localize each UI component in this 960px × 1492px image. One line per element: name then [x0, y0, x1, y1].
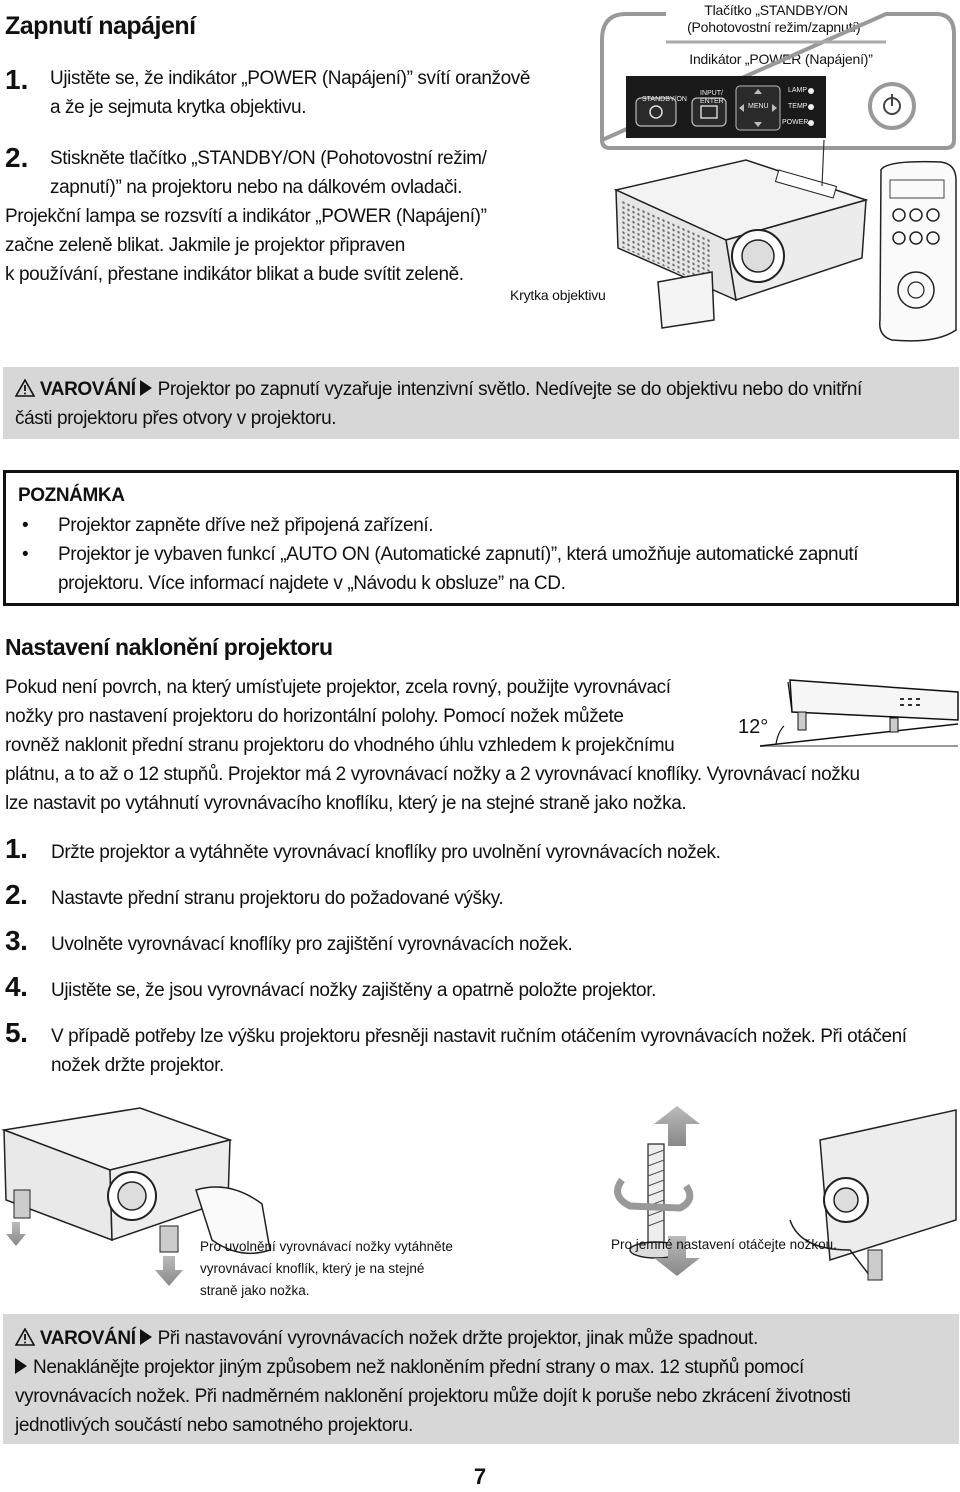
text-line: začne zeleně blikat. Jakmile je projektor připraven: [5, 235, 405, 256]
text-line: zapnutí)” na projektoru nebo na dálkovém ovladači.: [50, 177, 462, 198]
text-line: nožek držte projektor.: [51, 1055, 224, 1076]
step-item: [5, 926, 955, 972]
text-line: nožky pro nastavení projektoru do horizontální polohy. Pomocí nožek můžete: [5, 706, 624, 727]
step-text: Uvolněte vyrovnávací knoflíky pro zajištění vyrovnávacích nožek.: [51, 934, 573, 955]
tilt-steps: [5, 834, 955, 1080]
text-line: (Pohotovostní režim/zapnutí)”: [687, 19, 865, 35]
tilted-projector-illustration: [700, 672, 960, 752]
warning-line: Nenaklánějte projektor jiným způsobem než nakloněním přední strany o max. 12 stupňů pomocí: [33, 1357, 804, 1378]
panel-label-standby: STANDBY/ON: [642, 96, 687, 103]
arrow-right-icon: [140, 1329, 152, 1345]
section-title-tilt: Nastavení naklonění projektoru: [5, 634, 333, 660]
text-line: [15, 375, 945, 404]
step-item: [5, 880, 955, 926]
text-line: vyrovnávací knoflík, který je na stejné: [200, 1261, 425, 1276]
label-lens-cap: Krytka objektivu: [510, 287, 606, 303]
angle-label: 12°: [738, 716, 769, 738]
text-line: projektoru. Více informací najdete v „Návodu k obsluze” na CD.: [58, 573, 566, 594]
text-line: Tlačítko „STANDBY/ON: [704, 2, 848, 18]
warning-label: VAROVÁNÍ: [39, 1328, 136, 1349]
warning-icon: [15, 1328, 35, 1346]
projector-illustration: [596, 0, 960, 345]
caption-right: Pro jemné nastavení otáčejte nožkou.: [611, 1237, 837, 1252]
warning-box: [3, 367, 959, 439]
text-line: rovněž naklonit přední stranu projektoru do vhodného úhlu vzhledem k projekčnímu: [5, 735, 675, 756]
step-item: [5, 834, 955, 880]
text-line: lze nastavit po vytáhnutí vyrovnávacího knoflíku, který je na stejné straně jako nožka.: [5, 793, 687, 814]
panel-label-menu: MENU: [748, 103, 769, 110]
panel-label-power: POWER: [782, 119, 809, 126]
text-line: části projektoru přes otvory v projektoru.: [15, 408, 337, 429]
list-item: [14, 511, 944, 540]
text-line: k používání, přestane indikátor blikat a bude svítit zeleně.: [5, 264, 464, 285]
panel-label-lamp: LAMP: [788, 87, 808, 94]
text-line: a že je sejmuta krytka objektivu.: [50, 97, 307, 118]
panel-label-temp: TEMP: [788, 103, 808, 110]
text-line: Stiskněte tlačítko „STANDBY/ON (Pohotovostní režim/: [50, 148, 487, 169]
step-text: [51, 1018, 907, 1080]
step-number: 5.: [5, 1017, 28, 1048]
warning-text: [15, 1324, 945, 1440]
step-text: [50, 64, 570, 122]
warning-line: Projektor po zapnutí vyzařuje intenzivní světlo. Nedívejte se do objektivu nebo do vnitřní: [157, 379, 862, 400]
tilt-figure: [700, 672, 960, 752]
text-line: V případě potřeby lze výšku projektoru přesněji nastavit ručním otáčením vyrovnávacích nožek. Při otáčení: [51, 1026, 907, 1047]
warning-text: [15, 375, 945, 433]
warning-label: VAROVÁNÍ: [39, 379, 136, 400]
note-title: POZNÁMKA: [18, 485, 125, 506]
arrow-right-icon: [15, 1358, 27, 1374]
text-line: [15, 1324, 945, 1353]
step-text: [50, 144, 570, 202]
step-text: Nastavte přední stranu projektoru do požadované výšky.: [51, 888, 504, 909]
step-item: [5, 972, 955, 1018]
step-number: 1.: [5, 833, 28, 864]
text-line: Pro uvolnění vyrovnávací nožky vytáhněte: [200, 1239, 453, 1254]
warning-icon: [15, 379, 35, 397]
step-text: Ujistěte se, že jsou vyrovnávací nožky zajištěny a opatrně položte projektor.: [51, 980, 656, 1001]
panel-label-input: [700, 90, 724, 106]
arrow-right-icon: [140, 380, 152, 396]
text-line: Pokud není povrch, na který umísťujete projektor, zcela rovný, použijte vyrovnávací: [5, 677, 671, 698]
list-item: [14, 540, 944, 598]
text-line: • Projektor je vybaven funkcí „AUTO ON (Automatické zapnutí)”, která umožňuje automatické zapnutí: [58, 544, 859, 565]
step-number: 3.: [5, 925, 28, 956]
paragraph: [5, 202, 565, 289]
text-line: INPUT/: [700, 90, 723, 97]
text-line: ENTER: [700, 98, 724, 105]
note-box: [3, 470, 959, 606]
step-number: 2.: [5, 142, 29, 173]
warning-line: Při nastavování vyrovnávacích nožek držte projektor, jinak může spadnout.: [157, 1328, 758, 1349]
step-number: 4.: [5, 971, 28, 1002]
caption-left: [200, 1236, 500, 1302]
text-line: • Projektor zapněte dříve než připojená zařízení.: [58, 515, 434, 536]
section-title-power: Zapnutí napájení: [5, 12, 196, 40]
text-line: straně jako nožka.: [200, 1283, 310, 1298]
text-line: plátnu, a to až o 12 stupňů. Projektor má 2 vyrovnávací nožky a 2 vyrovnávací knoflíky. Vyrovnávací nožku: [5, 764, 860, 785]
page-number: 7: [473, 1464, 487, 1489]
note-list: [14, 511, 944, 598]
projector-figure: [596, 0, 960, 345]
warning-box: [3, 1314, 959, 1444]
text-line: Projekční lampa se rozsvítí a indikátor „POWER (Napájení)”: [5, 206, 487, 227]
step-number: 1.: [5, 64, 29, 95]
step-number: 2.: [5, 879, 28, 910]
step-text: Držte projektor a vytáhněte vyrovnávací knoflíky pro uvolnění vyrovnávacích nožek.: [51, 842, 721, 863]
step-item: [5, 1018, 955, 1080]
text-line: jednotlivých součástí nebo samotného projektoru.: [15, 1415, 413, 1436]
text-line: vyrovnávacích nožek. Při nadměrném naklonění projektoru může dojít k poruše nebo zkrácení životnosti: [15, 1386, 851, 1407]
label-power-indicator: Indikátor „POWER (Napájení)”: [689, 51, 873, 67]
text-line: [15, 1353, 945, 1382]
text-line: Ujistěte se, že indikátor „POWER (Napájení)” svítí oranžově: [50, 68, 531, 89]
